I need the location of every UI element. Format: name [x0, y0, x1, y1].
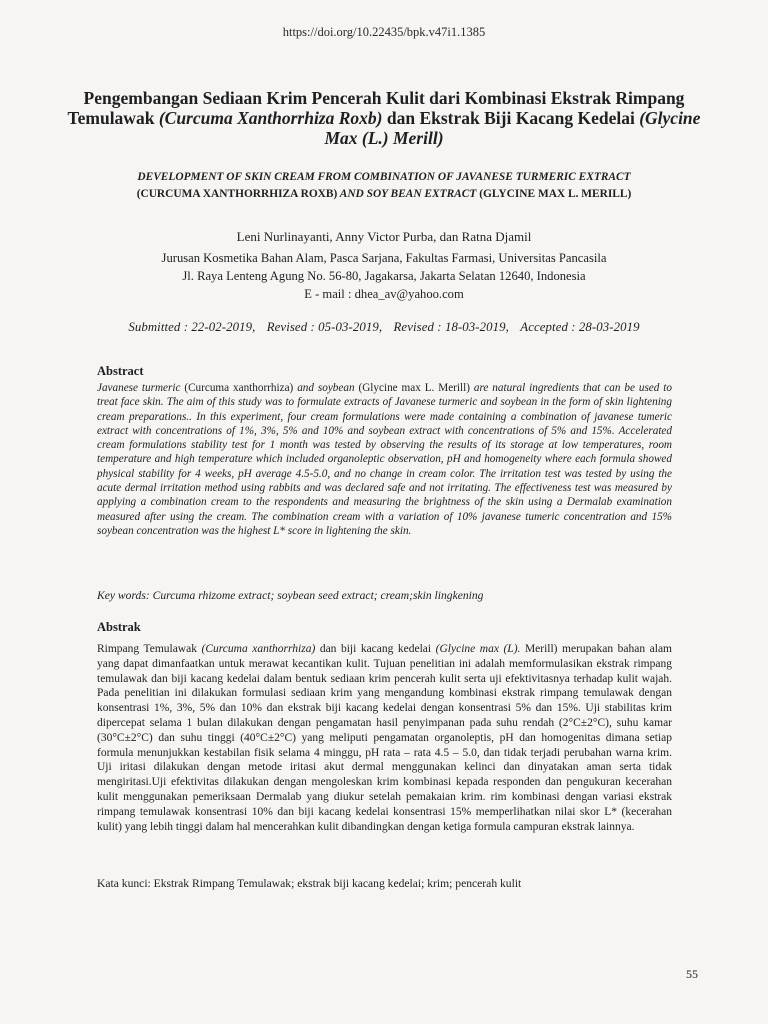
article-title — [60, 88, 708, 148]
abstrak-seg-2: (Curcuma xanthorrhiza) — [201, 643, 316, 655]
keywords-indonesian: Kata kunci: Ekstrak Rimpang Temulawak; ekstrak biji kacang kedelai; krim; pencerah kulit — [97, 877, 522, 890]
abstrak-seg-5: Merill) merupakan bahan alam yang dapat dimanfaatkan untuk merawat kecantikan kulit. Tujuan penelitian ini adalah memformulasikan ekstrak rimpang temulawak dan biji kacang kedelai dalam bentuk sediaan krim pencerah kulit serta uji efektivitasnya terhadap kulit wajah. Pada penelitian ini dilakukan formulasi sediaan krim yang mengandung kombinasi ekstrak rimpang temulawak dengan konsentrasi 1%, 3%, 5% dan 10% dan ekstrak biji kacang kedelai dengan konsentrasi 5% dan 15%. Uji stabilitas krim dipercepat selama 1 bulan dilakukan dengan pengamatan hasil penyimpanan pada suhu rendah (2°C±2°C), suhu kamar (30°C±2°C) dan suhu tinggi (40°C±2°C) yang meliputi pengamatan organoleptis, pH dan homogenitas dimana setiap formula menunjukkan kestabilan fisik selama 4 minggu, pH rata – rata 4.5 – 5.0, dan tidak terjadi perubahan warna krim. Uji iritasi dilakukan dengan metode iritasi akut dermal menggunakan kelinci dan dinyatakan aman serta tidak mengiritasi.Uji efektivitas dilakukan dengan mengoleskan krim kombinasi kepada responden dan pengukuran kecerahan kulit menggunakan pemeriksaan Dermalab yang diukur setelah pemakaian krim. rim kombinasi dengan variasi ekstrak rimpang temulawak konsentrasi 10% dan biji kacang kedelai konsentrasi 15% memperlihatkan nilai skor L* (kecerahan kulit) yang lebih tinggi dalam hal mencerahkan kulit dibandingkan dengan ketiga formula campuran ekstrak lainnya. — [97, 643, 672, 833]
title-part-3: dan Ekstrak Biji Kacang Kedelai — [382, 108, 640, 128]
abstrak-seg-1: Rimpang Temulawak — [97, 643, 202, 655]
abstract-en-seg-5: are natural ingredients that can be used to treat face skin. The aim of this study was to formulate extracts of Javanese turmeric and soybean in the form of skin lightening cream preparations.. In this experiment, four cream formulations were made containing a combination of javanese tumeric extract with concentrations of 1%, 3%, 5% and 10% and soybean extract with concentrations of 5% and 15%. Accelerated cream formulations stability test for 1 month was tested by observing the results of its storage at low temperatures, room temperature and high temperature which included organoleptic observation, pH and homogeneity where each formula showed physical stability for 4 weeks, pH average 4.5-5.0, and no change in cream color. The irritation test was tested by using the acute dermal irritation method using rabbits and was declared safe and not irritating. The effectiveness test was measured by applying a combination cream to the respondents and measuring the brightness of the skin using a Dermalab examination measured after using the cream. The combination cream with a variation of 10% javanese tumeric concentration and 15% soybean concentration was the highest L* score in lightening the skin. — [97, 382, 672, 537]
abstrak-indonesian-text — [97, 642, 672, 834]
title-part-1: Pengembangan Sediaan Krim Pencerah Kulit dari Kombinasi Ekstrak Rimpang Temulawak — [67, 88, 685, 128]
abstract-en-seg-3: and soybean — [293, 382, 359, 394]
abstract-heading: Abstract — [97, 364, 144, 378]
abstract-english-text — [97, 381, 672, 538]
english-title — [40, 169, 728, 203]
accepted-date: Accepted : 28-03-2019 — [520, 320, 640, 334]
author-email[interactable]: E - mail : dhea_av@yahoo.com — [304, 287, 464, 301]
submitted-date: Submitted : 22-02-2019, — [128, 320, 256, 334]
page-number: 55 — [686, 967, 698, 981]
affiliation-block — [0, 249, 768, 303]
english-title-line-2b: AND SOY BEAN EXTRACT — [337, 188, 480, 200]
abstract-en-seg-2: (Curcuma xanthorrhiza) — [184, 382, 294, 394]
english-title-line-1: DEVELOPMENT OF SKIN CREAM FROM COMBINATION OF JAVANESE TURMERIC EXTRACT — [137, 171, 631, 183]
keywords-english: Key words: Curcuma rhizome extract; soybean seed extract; cream;skin lingkening — [97, 589, 484, 602]
title-part-2: (Curcuma Xanthorrhiza Roxb) — [158, 108, 383, 128]
affiliation-line-1: Jurusan Kosmetika Bahan Alam, Pasca Sarjana, Fakultas Farmasi, Universitas Pancasila — [161, 251, 607, 265]
affiliation-line-2: Jl. Raya Lenteng Agung No. 56-80, Jagakarsa, Jakarta Selatan 12640, Indonesia — [182, 269, 586, 283]
abstract-en-seg-1: Javanese turmeric — [97, 382, 185, 394]
submission-dates — [0, 320, 768, 335]
english-title-line-2c: (GLYCINE MAX L. MERILL) — [479, 188, 632, 200]
title-part-4: (Glycine Max (L.) Merill) — [324, 108, 701, 148]
abstrak-seg-4: (Glycine max (L). — [435, 643, 521, 655]
author-list: Leni Nurlinayanti, Anny Victor Purba, dan Ratna Djamil — [236, 229, 532, 244]
revised-date-2: Revised : 18-03-2019, — [393, 320, 509, 334]
english-title-line-2a: (CURCUMA XANTHORRHIZA ROXB) — [136, 188, 338, 200]
abstrak-heading: Abstrak — [97, 620, 141, 634]
abstract-en-seg-4: (Glycine max L. Merill) — [358, 382, 470, 394]
revised-date-1: Revised : 05-03-2019, — [266, 320, 383, 334]
abstrak-seg-3: dan biji kacang kedelai — [315, 643, 436, 655]
doi-link[interactable]: https://doi.org/10.22435/bpk.v47i1.1385 — [282, 25, 486, 39]
